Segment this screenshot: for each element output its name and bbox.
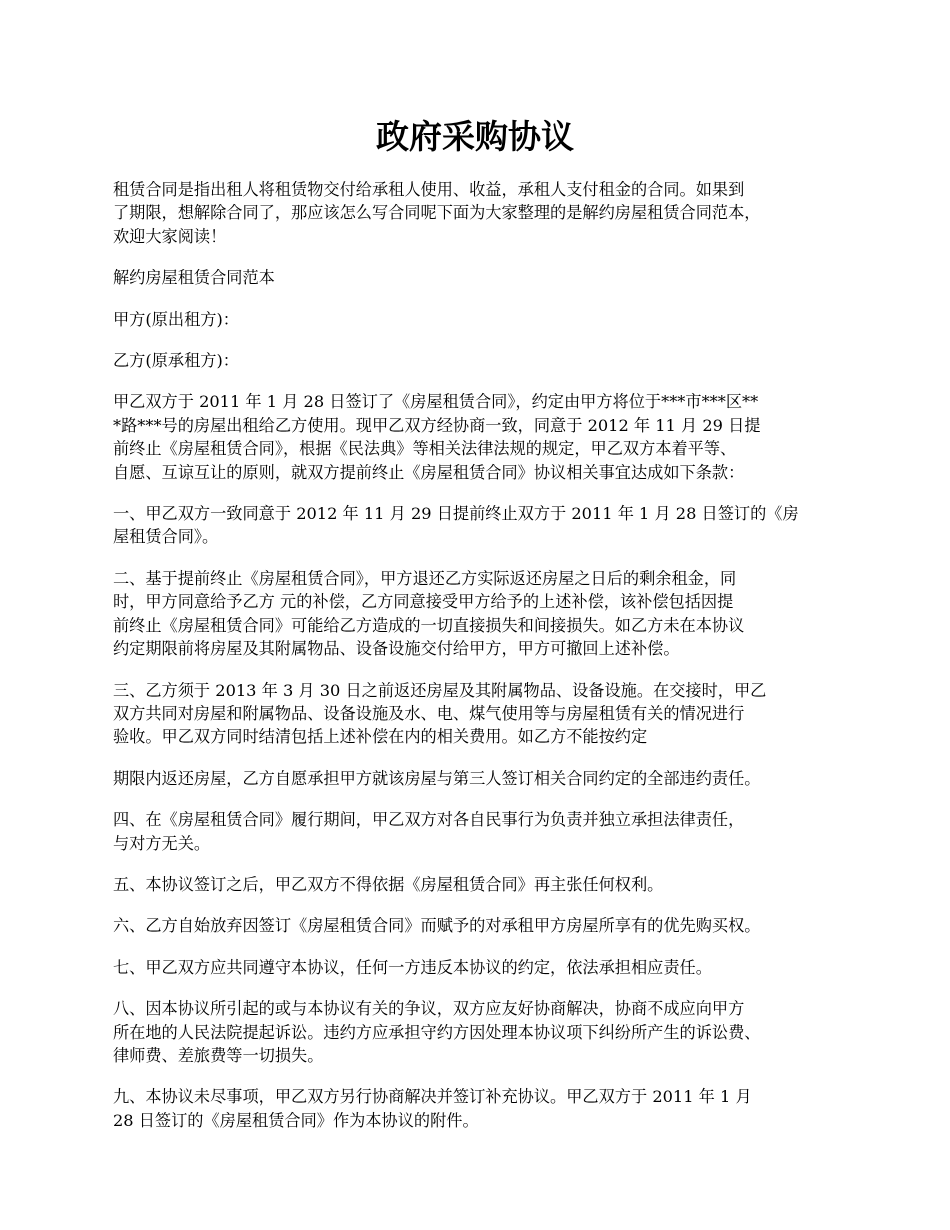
paragraph-line: 二、基于提前终止《房屋租赁合同》，甲方退还乙方实际返还房屋之日后的剩余租金，同 — [113, 568, 737, 588]
paragraph-line: 28 日签订的《房屋租赁合同》作为本协议的附件。 — [113, 1110, 479, 1130]
paragraph-line: 与对方无关。 — [113, 833, 211, 853]
paragraph-line: 所在地的人民法院提起诉讼。违约方应承担守约方因处理本协议项下纠纷所产生的诉讼费、 — [113, 1022, 761, 1042]
paragraph — [113, 1085, 853, 1132]
paragraph — [113, 873, 853, 896]
paragraph-line: 解约房屋租赁合同范本 — [113, 268, 275, 288]
paragraph-line: 律师费、差旅费等一切损失。 — [113, 1045, 324, 1065]
paragraph — [113, 308, 853, 331]
paragraph-line: 屋租赁合同》。 — [113, 527, 219, 547]
paragraph-line: 自愿、互谅互让的原则，就双方提前终止《房屋租赁合同》协议相关事宜达成如下条款： — [113, 462, 745, 482]
paragraph-line: 七、甲乙双方应共同遵守本协议，任何一方违反本协议的约定，依法承担相应责任。 — [113, 957, 712, 977]
paragraph — [113, 997, 853, 1067]
paragraph-line: 欢迎大家阅读！ — [113, 226, 227, 246]
paragraph-line: 甲乙双方于 2011 年 1 月 28 日签订了《房屋租赁合同》，约定由甲方将位于***市***区** — [113, 392, 759, 412]
paragraph — [113, 567, 853, 661]
paragraph-line: 了期限，想解除合同了，那应该怎么写合同呢下面为大家整理的是解约房屋租赁合同范本， — [113, 203, 761, 223]
paragraph-line: 三、乙方须于 2013 年 3 月 30 日之前返还房屋及其附属物品、设备设施。在交接时，甲乙 — [113, 680, 767, 700]
paragraph — [113, 349, 853, 372]
paragraph-line: 四、在《房屋租赁合同》履行期间，甲乙双方对各自民事行为负责并独立承担法律责任， — [113, 810, 745, 830]
paragraph-line: *路***号的房屋出租给乙方使用。现甲乙双方经协商一致，同意于 2012 年 11 月 29 日提 — [113, 415, 761, 435]
paragraph-line: 九、本协议未尽事项，甲乙双方另行协商解决并签订补充协议。甲乙双方于 2011 年 1 月 — [113, 1087, 752, 1107]
document-body — [113, 178, 853, 1150]
paragraph-line: 时，甲方同意给予乙方 元的补偿，乙方同意接受甲方给予的上述补偿，该补偿包括因提 — [113, 592, 734, 612]
paragraph-line: 八、因本协议所引起的或与本协议有关的争议，双方应友好协商解决，协商不成应向甲方 — [113, 999, 745, 1019]
paragraph-line: 双方共同对房屋和附属物品、设备设施及水、电、煤气使用等与房屋租赁有关的情况进行 — [113, 703, 745, 723]
paragraph-line: 乙方(原承租方)： — [113, 351, 239, 371]
paragraph — [113, 914, 853, 937]
paragraph-line: 一、甲乙双方一致同意于 2012 年 11 月 29 日提前终止双方于 2011 年 1 月 28 日签订的《房 — [113, 504, 799, 524]
paragraph-line: 甲方(原出租方)： — [113, 309, 239, 329]
paragraph — [113, 956, 853, 979]
paragraph-line: 期限内返还房屋，乙方自愿承担甲方就该房屋与第三人签订相关合同约定的全部违约责任。 — [113, 768, 761, 788]
paragraph — [113, 390, 853, 484]
paragraph-line: 五、本协议签订之后，甲乙双方不得依据《房屋租赁合同》再主张任何权利。 — [113, 874, 664, 894]
paragraph — [113, 178, 853, 248]
paragraph-line: 前终止《房屋租赁合同》，根据《民法典》等相关法律法规的规定，甲乙双方本着平等、 — [113, 439, 737, 459]
paragraph — [113, 266, 853, 289]
paragraph-line: 六、乙方自始放弃因签订《房屋租赁合同》而赋予的对承租甲方房屋所享有的优先购买权。 — [113, 916, 761, 936]
paragraph-line: 前终止《房屋租赁合同》可能给乙方造成的一切直接损失和间接损失。如乙方未在本协议 — [113, 615, 745, 635]
paragraph — [113, 767, 853, 790]
paragraph-line: 约定期限前将房屋及其附属物品、设备设施交付给甲方，甲方可撤回上述补偿。 — [113, 639, 680, 659]
document-title: 政府采购协议 — [376, 117, 574, 156]
paragraph-line: 租赁合同是指出租人将租赁物交付给承租人使用、收益，承租人支付租金的合同。如果到 — [113, 180, 745, 199]
paragraph-line: 验收。甲乙双方同时结清包括上述补偿在内的相关费用。如乙方不能按约定 — [113, 727, 648, 747]
paragraph — [113, 502, 853, 549]
paragraph — [113, 808, 853, 855]
paragraph — [113, 679, 853, 749]
